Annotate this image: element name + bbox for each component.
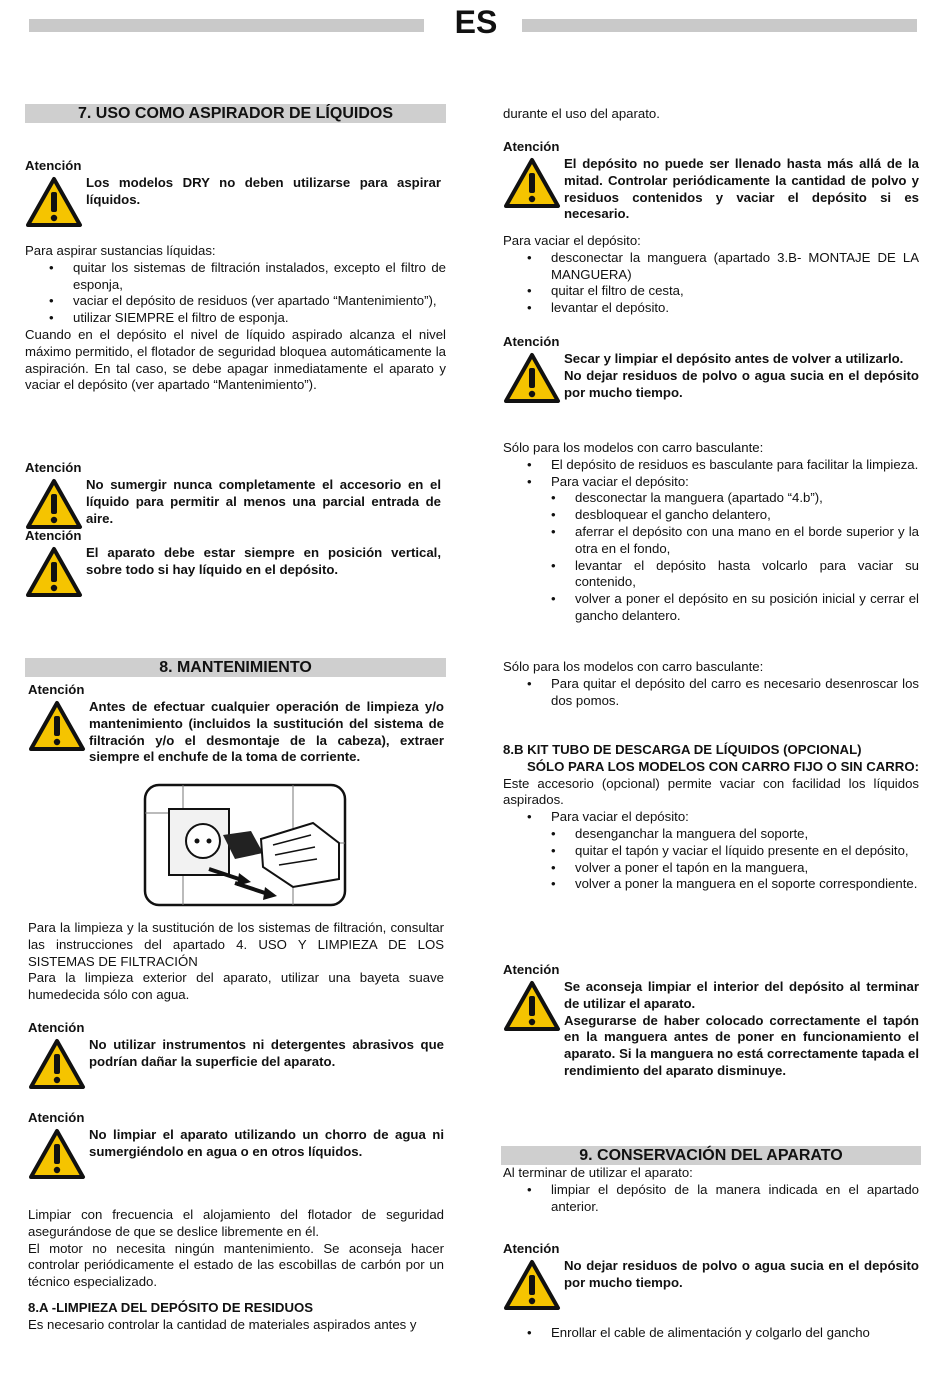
warning-triangle-icon — [503, 980, 561, 1032]
list-item: • utilizar SIEMPRE el filtro de esponja. — [73, 310, 446, 327]
warning-do-not-submerge — [25, 460, 441, 527]
warning-title: Atención — [28, 682, 85, 697]
paragraph: Cuando en el depósito el nivel de líquido aspirado alcanza el nivel máximo permitido, el flotador de seguridad bloquea automáticamente la aspiración. En tal caso, se debe apagar inmediatamente el aparato y vaciar el depósito (ver apartado “Mantenimiento”). — [25, 326, 446, 393]
liquids-procedure — [25, 243, 446, 394]
list-item: • quitar el tapón y vaciar el líquido presente en el depósito, — [575, 843, 919, 860]
list-item: • aferrar el depósito con una mano en el borde superior y la otra en el fondo, — [575, 524, 919, 558]
warning-text: El depósito no puede ser llenado hasta más allá de la mitad. Controlar periódicamente la cantidad de polvo y residuos contenidos y vaciar el depósito si es necesario. — [564, 156, 919, 222]
section-8a — [28, 1300, 444, 1334]
paragraph: Es necesario controlar la cantidad de materiales aspirados antes y — [28, 1316, 417, 1332]
warning-title: Atención — [503, 139, 560, 154]
warning-triangle-icon — [28, 1128, 86, 1180]
list-item: • limpiar el depósito de la manera indicada en el apartado anterior. — [551, 1182, 919, 1216]
header-bar-left — [29, 19, 424, 32]
list-item: • quitar los sistemas de filtración instalados, excepto el filtro de esponja, — [73, 260, 446, 294]
warning-clean-inside-tank — [503, 962, 919, 1080]
warning-text: Secar y limpiar el depósito antes de volver a utilizarlo. — [564, 351, 904, 366]
list-item: • Para vaciar el depósito: — [551, 809, 919, 826]
list-item: • desenganchar la manguera del soporte, — [575, 826, 919, 843]
list-item: • levantar el depósito hasta volcarlo para vaciar su contenido, — [575, 558, 919, 592]
paragraph: Limpiar con frecuencia el alojamiento del flotador de seguridad asegurándose de que se deslice libremente en él. — [28, 1207, 444, 1239]
empty-tank-procedure — [503, 233, 919, 317]
section-7-title: 7. USO COMO ASPIRADOR DE LÍQUIDOS — [25, 104, 446, 123]
maintenance-paragraphs — [28, 920, 444, 1004]
section-8b-subtitle: SÓLO PARA LOS MODELOS CON CARRO FIJO O SIN CARRO: — [527, 758, 919, 774]
paragraph: El motor no necesita ningún mantenimiento. Se aconseja hacer controlar periódicamente el estado de las escobillas de carbón por un técnico especializado. — [28, 1240, 444, 1290]
warning-text: Se aconseja limpiar el interior del depósito al terminar de utilizar el aparato. — [564, 979, 919, 1011]
warning-dry-clean-tank — [503, 334, 919, 401]
list-item: • quitar el filtro de cesta, — [551, 283, 919, 300]
section-9-title: 9. CONSERVACIÓN DEL APARATO — [501, 1146, 921, 1165]
tilting-trolley-procedure — [503, 440, 919, 625]
warning-title: Atención — [503, 334, 560, 349]
warning-text: No dejar residuos de polvo o agua sucia en el depósito por mucho tiempo. — [564, 1258, 919, 1290]
warning-title: Atención — [25, 528, 82, 543]
remove-tank-procedure — [503, 659, 919, 709]
warning-triangle-icon — [503, 352, 561, 404]
section-8-title: 8. MANTENIMIENTO — [25, 658, 446, 677]
warning-text: El aparato debe estar siempre en posición vertical, sobre todo si hay líquido en el depósito. — [86, 545, 441, 577]
warning-text: Antes de efectuar cualquier operación de limpieza y/o mantenimiento (incluidos la sustitución del sistema de filtración y/o el desmontaje de la cabeza), extraer siempre el enchufe de la toma de corriente. — [89, 699, 444, 765]
warning-triangle-icon — [28, 1038, 86, 1090]
list-item: • El depósito de residuos es basculante para facilitar la limpieza. — [551, 457, 919, 474]
paragraph: Sólo para los modelos con carro basculante: — [503, 659, 764, 674]
paragraph: Para aspirar sustancias líquidas: — [25, 243, 216, 258]
warning-text: Los modelos DRY no deben utilizarse para aspirar líquidos. — [86, 175, 441, 207]
warning-dry-models — [25, 158, 441, 209]
warning-title: Atención — [25, 158, 82, 173]
warning-text: Asegurarse de haber colocado correctamente el tapón en la manguera antes de poner en funcionamiento el aparato. Si la manguera no está correctamente tapada el rendimiento del aparato disminuye. — [564, 1012, 919, 1078]
list-item: • desconectar la manguera (apartado 3.B- MONTAJE DE LA MANGUERA) — [551, 250, 919, 284]
section-8a-title: 8.A -LIMPIEZA DEL DEPÓSITO DE RESIDUOS — [28, 1300, 314, 1315]
warning-triangle-icon — [25, 478, 83, 530]
warning-unplug — [28, 682, 444, 766]
warning-triangle-icon — [28, 700, 86, 752]
warning-no-abrasives — [28, 1020, 444, 1071]
warning-triangle-icon — [25, 176, 83, 228]
paragraph: Para la limpieza exterior del aparato, utilizar una bayeta suave humedecida sólo con agua. — [28, 970, 444, 1003]
list-item: • volver a poner la manguera en el soporte correspondiente. — [575, 876, 919, 893]
float-motor-paragraphs — [28, 1207, 444, 1291]
list-item: • levantar el depósito. — [551, 300, 919, 317]
warning-vertical-position — [25, 528, 441, 579]
warning-half-fill — [503, 139, 919, 223]
warning-text: No utilizar instrumentos ni detergentes abrasivos que podrían dañar la superficie del aparato. — [89, 1037, 444, 1069]
section-8b — [503, 742, 919, 893]
warning-title: Atención — [25, 460, 82, 475]
warning-title: Atención — [503, 1241, 560, 1256]
paragraph: Para la limpieza y la sustitución de los sistemas de filtración, consultar las instrucciones del apartado 4. USO Y LIMPIEZA DE LOS SISTEMAS DE FILTRACIÓN — [28, 920, 444, 969]
language-code: ES — [454, 4, 498, 40]
warning-title: Atención — [28, 1110, 85, 1125]
list-item: • volver a poner el tapón en la manguera, — [575, 860, 919, 877]
paragraph: Sólo para los modelos con carro basculante: — [503, 440, 764, 455]
header-bar-right — [522, 19, 917, 32]
paragraph: Al terminar de utilizar el aparato: — [503, 1165, 693, 1180]
list-item: • desconectar la manguera (apartado “4.b”), — [575, 490, 919, 507]
warning-text: No sumergir nunca completamente el accesorio en el líquido para permitir al menos una parcial entrada de aire. — [86, 477, 441, 526]
list-item: • Para vaciar el depósito: — [551, 474, 919, 491]
list-item: • Para quitar el depósito del carro es necesario desenroscar los dos pomos. — [551, 676, 919, 710]
warning-triangle-icon — [503, 1259, 561, 1311]
section-8b-title: 8.B KIT TUBO DE DESCARGA DE LÍQUIDOS (OPCIONAL) — [503, 742, 862, 757]
warning-triangle-icon — [25, 546, 83, 598]
list-item: • volver a poner el depósito en su posición inicial y cerrar el gancho delantero. — [575, 591, 919, 625]
paragraph: durante el uso del aparato. — [503, 106, 660, 121]
storage-procedure — [503, 1165, 919, 1215]
warning-no-residues — [503, 1241, 919, 1292]
warning-text: No dejar residuos de polvo o agua sucia en el depósito por mucho tiempo. — [564, 367, 919, 400]
warning-text: No limpiar el aparato utilizando un chorro de agua ni sumergiéndolo en agua o en otros líquidos. — [89, 1127, 444, 1159]
list-item: • Enrollar el cable de alimentación y colgarlo del gancho — [551, 1325, 919, 1342]
warning-title: Atención — [503, 962, 560, 977]
unplug-illustration — [143, 783, 347, 907]
warning-no-water-jet — [28, 1110, 444, 1161]
list-item: • vaciar el depósito de residuos (ver apartado “Mantenimiento”), — [73, 293, 446, 310]
list-item: • desbloquear el gancho delantero, — [575, 507, 919, 524]
warning-title: Atención — [28, 1020, 85, 1035]
cable-instruction — [503, 1325, 919, 1342]
warning-triangle-icon — [503, 157, 561, 209]
paragraph: Este accesorio (opcional) permite vaciar con facilidad los líquidos aspirados. — [503, 775, 919, 808]
paragraph: Para vaciar el depósito: — [503, 233, 641, 248]
